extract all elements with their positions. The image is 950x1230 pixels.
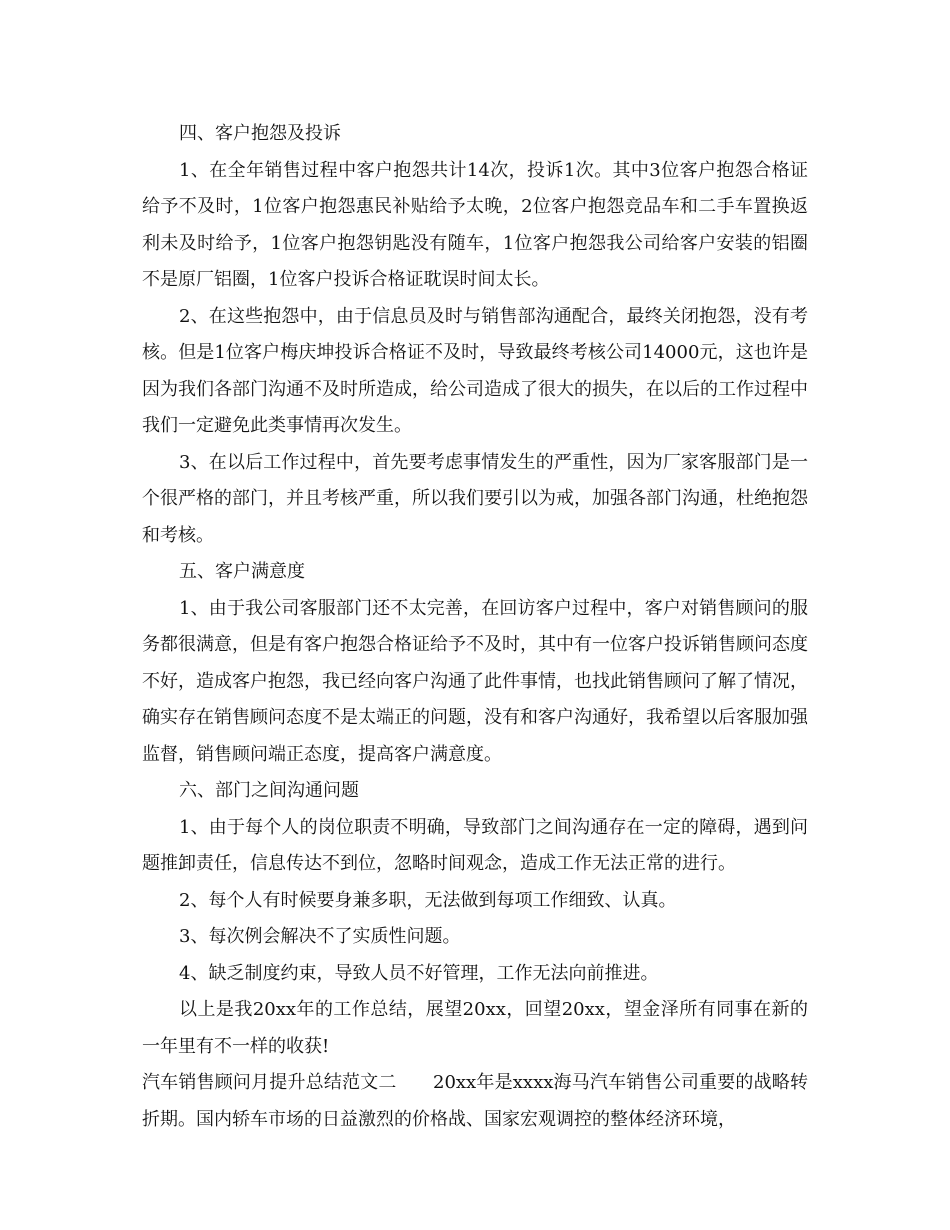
paragraph-summary: 以上是我20xx年的工作总结，展望20xx，回望20xx，望金泽所有同事在新的一年里有不一样的收获! [142, 999, 808, 1057]
section-heading-satisfaction: 五、客户满意度 [179, 561, 305, 582]
paragraph-complaints-2: 2、在这些抱怨中，由于信息员及时与销售部沟通配合，最终关闭抱怨，没有考核。但是1位客户梅庆坤投诉合格证不及时，导致最终考核公司14000元，这也许是因为我们各部门沟通不及时所造成，给公司造成了很大的损失，在以后的工作过程中我们一定避免此类事情再次发生。 [142, 305, 808, 436]
paragraph-communication-2: 2、每个人有时候要身兼多职，无法做到每项工作细致、认真。 [179, 889, 677, 911]
document-body [142, 116, 808, 1138]
paragraph-second-article-intro: 汽车销售顾问月提升总结范文二 20xx年是xxxx海马汽车销售公司重要的战略转折期。国内轿车市场的日益激烈的价格战、国家宏观调控的整体经济环境， [142, 1072, 808, 1130]
paragraph-complaints-3: 3、在以后工作过程中，首先要考虑事情发生的严重性，因为厂家客服部门是一个很严格的部门，并且考核严重，所以我们要引以为戒，加强各部门沟通，杜绝抱怨和考核。 [142, 451, 808, 546]
paragraph-complaints-1: 1、在全年销售过程中客户抱怨共计14次，投诉1次。其中3位客户抱怨合格证给予不及时，1位客户抱怨惠民补贴给予太晚，2位客户抱怨竞品车和二手车置换返利未及时给予，1位客户抱怨钥匙没有随车，1位客户抱怨我公司给客户安装的铝圈不是原厂铝圈，1位客户投诉合格证耽误时间太长。 [142, 159, 808, 290]
paragraph-communication-1: 1、由于每个人的岗位职责不明确，导致部门之间沟通存在一定的障碍，遇到问题推卸责任，信息传达不到位，忽略时间观念，造成工作无法正常的进行。 [142, 816, 808, 874]
paragraph-communication-4: 4、缺乏制度约束，导致人员不好管理，工作无法向前推进。 [179, 962, 659, 984]
section-heading-complaints: 四、客户抱怨及投诉 [179, 123, 341, 144]
section-heading-communication: 六、部门之间沟通问题 [179, 780, 359, 801]
paragraph-communication-3: 3、每次例会解决不了实质性问题。 [179, 926, 461, 947]
paragraph-satisfaction-1: 1、由于我公司客服部门还不太完善，在回访客户过程中，客户对销售顾问的服务都很满意，但是有客户抱怨合格证给予不及时，其中有一位客户投诉销售顾问态度不好，造成客户抱怨，我已经向客户沟通了此件事情，也找此销售顾问了解了情况，确实存在销售顾问态度不是太端正的问题，没有和客户沟通好，我希望以后客服加强监督，销售顾问端正态度，提高客户满意度。 [142, 597, 808, 765]
